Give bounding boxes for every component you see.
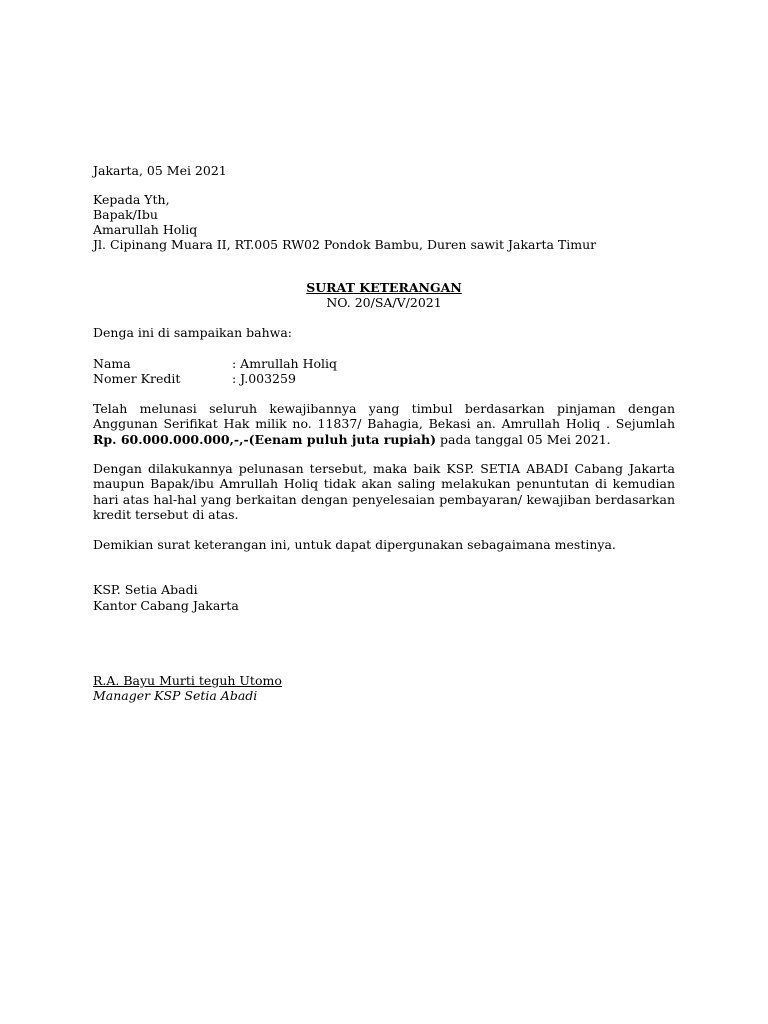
field-row-credit [93, 371, 296, 386]
amount-text: Rp. 60.000.000.000,-,-(Eenam puluh juta rupiah) [93, 431, 437, 447]
paragraph-settlement [93, 401, 675, 447]
opening-statement: Denga ini di sampaikan bahwa: [93, 325, 292, 340]
field-label: Nomer Kredit [93, 371, 181, 386]
paragraph-no-claims: Dengan dilakukannya pelunasan tersebut, maka baik KSP. SETIA ABADI Cabang Jakarta maupun Bapak/ibu Amrullah Holiq tidak akan saling melakukan penuntutan di kemudian hari atas hal-hal yang berkaitan dengan penyelesaian pembayaran/ kewajiban berdasarkan kredit tersebut di atas. [93, 461, 675, 522]
paragraph-text: Telah melunasi seluruh kewajibannya yang timbul berdasarkan pinjaman dengan Anggunan Serifikat Hak milik no. 11837/ Bahagia, Bekasi an. Amrullah Holiq . Sejumlah [93, 401, 675, 432]
sender-branch: Kantor Cabang Jakarta [93, 598, 239, 613]
closing-statement: Demikian surat keterangan ini, untuk dapat dipergunakan sebagaimana mestinya. [93, 537, 616, 552]
recipient-name: Amarullah Holiq [93, 222, 198, 237]
field-value: : J.003259 [232, 371, 296, 386]
recipient-salutation: Kepada Yth, [93, 192, 170, 207]
field-value: : Amrullah Holiq [232, 356, 337, 371]
field-row-name [93, 356, 337, 371]
field-label: Nama [93, 356, 131, 371]
paragraph-text: pada tanggal 05 Mei 2021. [436, 431, 611, 447]
letter-heading: SURAT KETERANGAN [306, 280, 462, 295]
place-date: Jakarta, 05 Mei 2021 [93, 163, 227, 178]
recipient-address: Jl. Cipinang Muara II, RT.005 RW02 Pondok Bambu, Duren sawit Jakarta Timur [93, 237, 597, 252]
letter-number: NO. 20/SA/V/2021 [326, 295, 442, 310]
signatory-position: Manager KSP Setia Abadi [93, 688, 258, 703]
sender-org: KSP. Setia Abadi [93, 582, 198, 597]
recipient-title: Bapak/Ibu [93, 207, 158, 222]
signatory-name: R.A. Bayu Murti teguh Utomo [93, 673, 282, 688]
